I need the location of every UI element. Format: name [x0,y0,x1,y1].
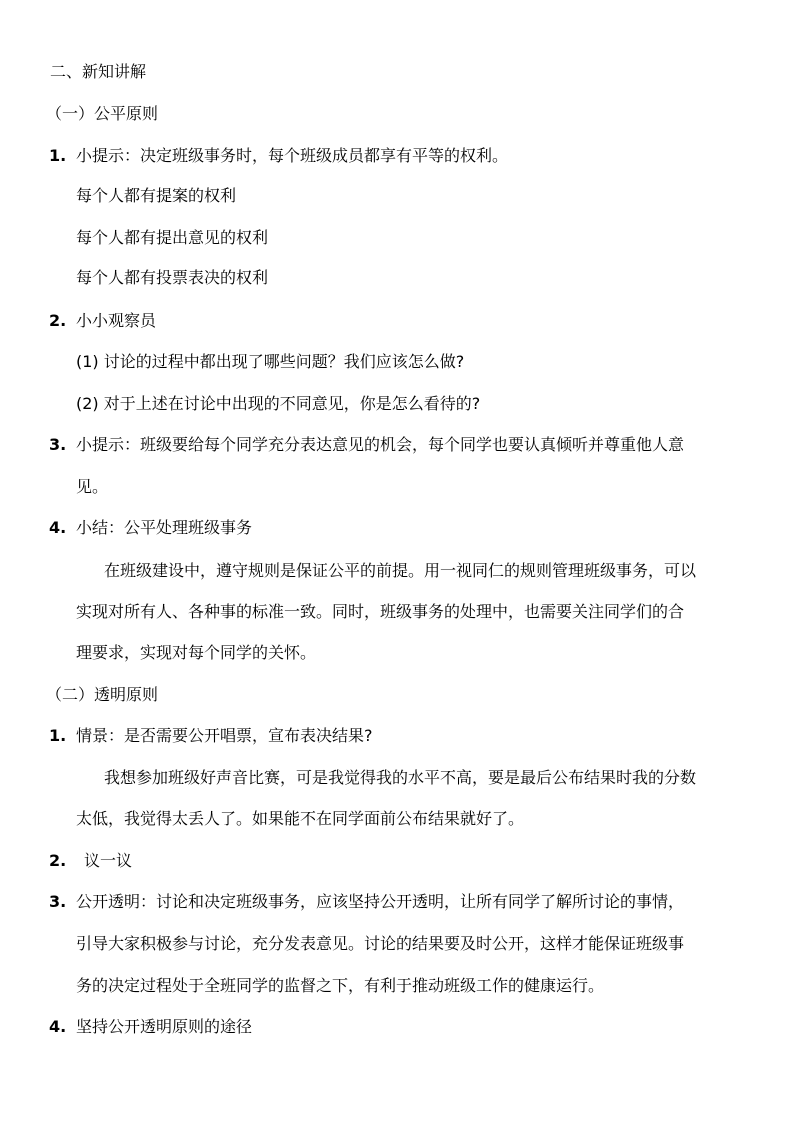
item-number: 1. [49,726,67,745]
item-text-continued: 务的决定过程处于全班同学的监督之下，有利于推动班级工作的健康运行。 [76,976,605,995]
item-number: 2. [49,851,67,870]
paragraph-line: 我想参加班级好声音比赛，可是我觉得我的水平不高，要是最后公布结果时我的分数 [104,768,697,787]
paragraph-line: 理要求，实现对每个同学的关怀。 [76,643,317,662]
item-text-continued: 引导大家积极参与讨论，充分发表意见。讨论的结果要及时公开，这样才能保证班级事 [76,934,685,953]
item-number: 4. [49,1017,67,1036]
item-text-continued: 见。 [76,477,109,496]
item-text: 小结：公平处理班级事务 [76,518,253,537]
paragraph-line: 在班级建设中，遵守规则是保证公平的前提。用一视同仁的规则管理班级事务，可以 [104,561,697,580]
question-line: (1) 讨论的过程中都出现了哪些问题？我们应该怎么做? [76,352,465,371]
right-line: 每个人都有提案的权利 [76,186,237,205]
item-text: 公开透明：讨论和决定班级事务，应该坚持公开透明，让所有同学了解所讨论的事情， [76,892,685,911]
right-line: 每个人都有投票表决的权利 [76,268,269,287]
paragraph-line: 太低，我觉得太丢人了。如果能不在同学面前公布结果就好了。 [76,809,525,828]
item-text: 小提示：决定班级事务时，每个班级成员都享有平等的权利。 [76,146,509,165]
subsection-heading-transparency: （二）透明原则 [46,685,159,704]
section-heading: 二、新知讲解 [50,62,147,81]
item-text: 坚持公开透明原则的途径 [76,1017,253,1036]
item-text: 议一议 [84,851,133,870]
item-number: 2. [49,311,67,330]
item-number: 3. [49,435,67,454]
item-number: 3. [49,892,67,911]
subsection-heading-fairness: （一）公平原则 [46,104,159,123]
item-number: 1. [49,146,67,165]
item-number: 4. [49,518,67,537]
paragraph-line: 实现对所有人、各种事的标准一致。同时，班级事务的处理中，也需要关注同学们的合 [76,602,685,621]
item-text: 小提示：班级要给每个同学充分表达意见的机会，每个同学也要认真倾听并尊重他人意 [76,435,685,454]
item-text: 小小观察员 [76,311,157,330]
item-text: 情景：是否需要公开唱票，宣布表决结果? [76,726,373,745]
question-line: (2) 对于上述在讨论中出现的不同意见，你是怎么看待的? [76,394,481,413]
right-line: 每个人都有提出意见的权利 [76,228,269,247]
